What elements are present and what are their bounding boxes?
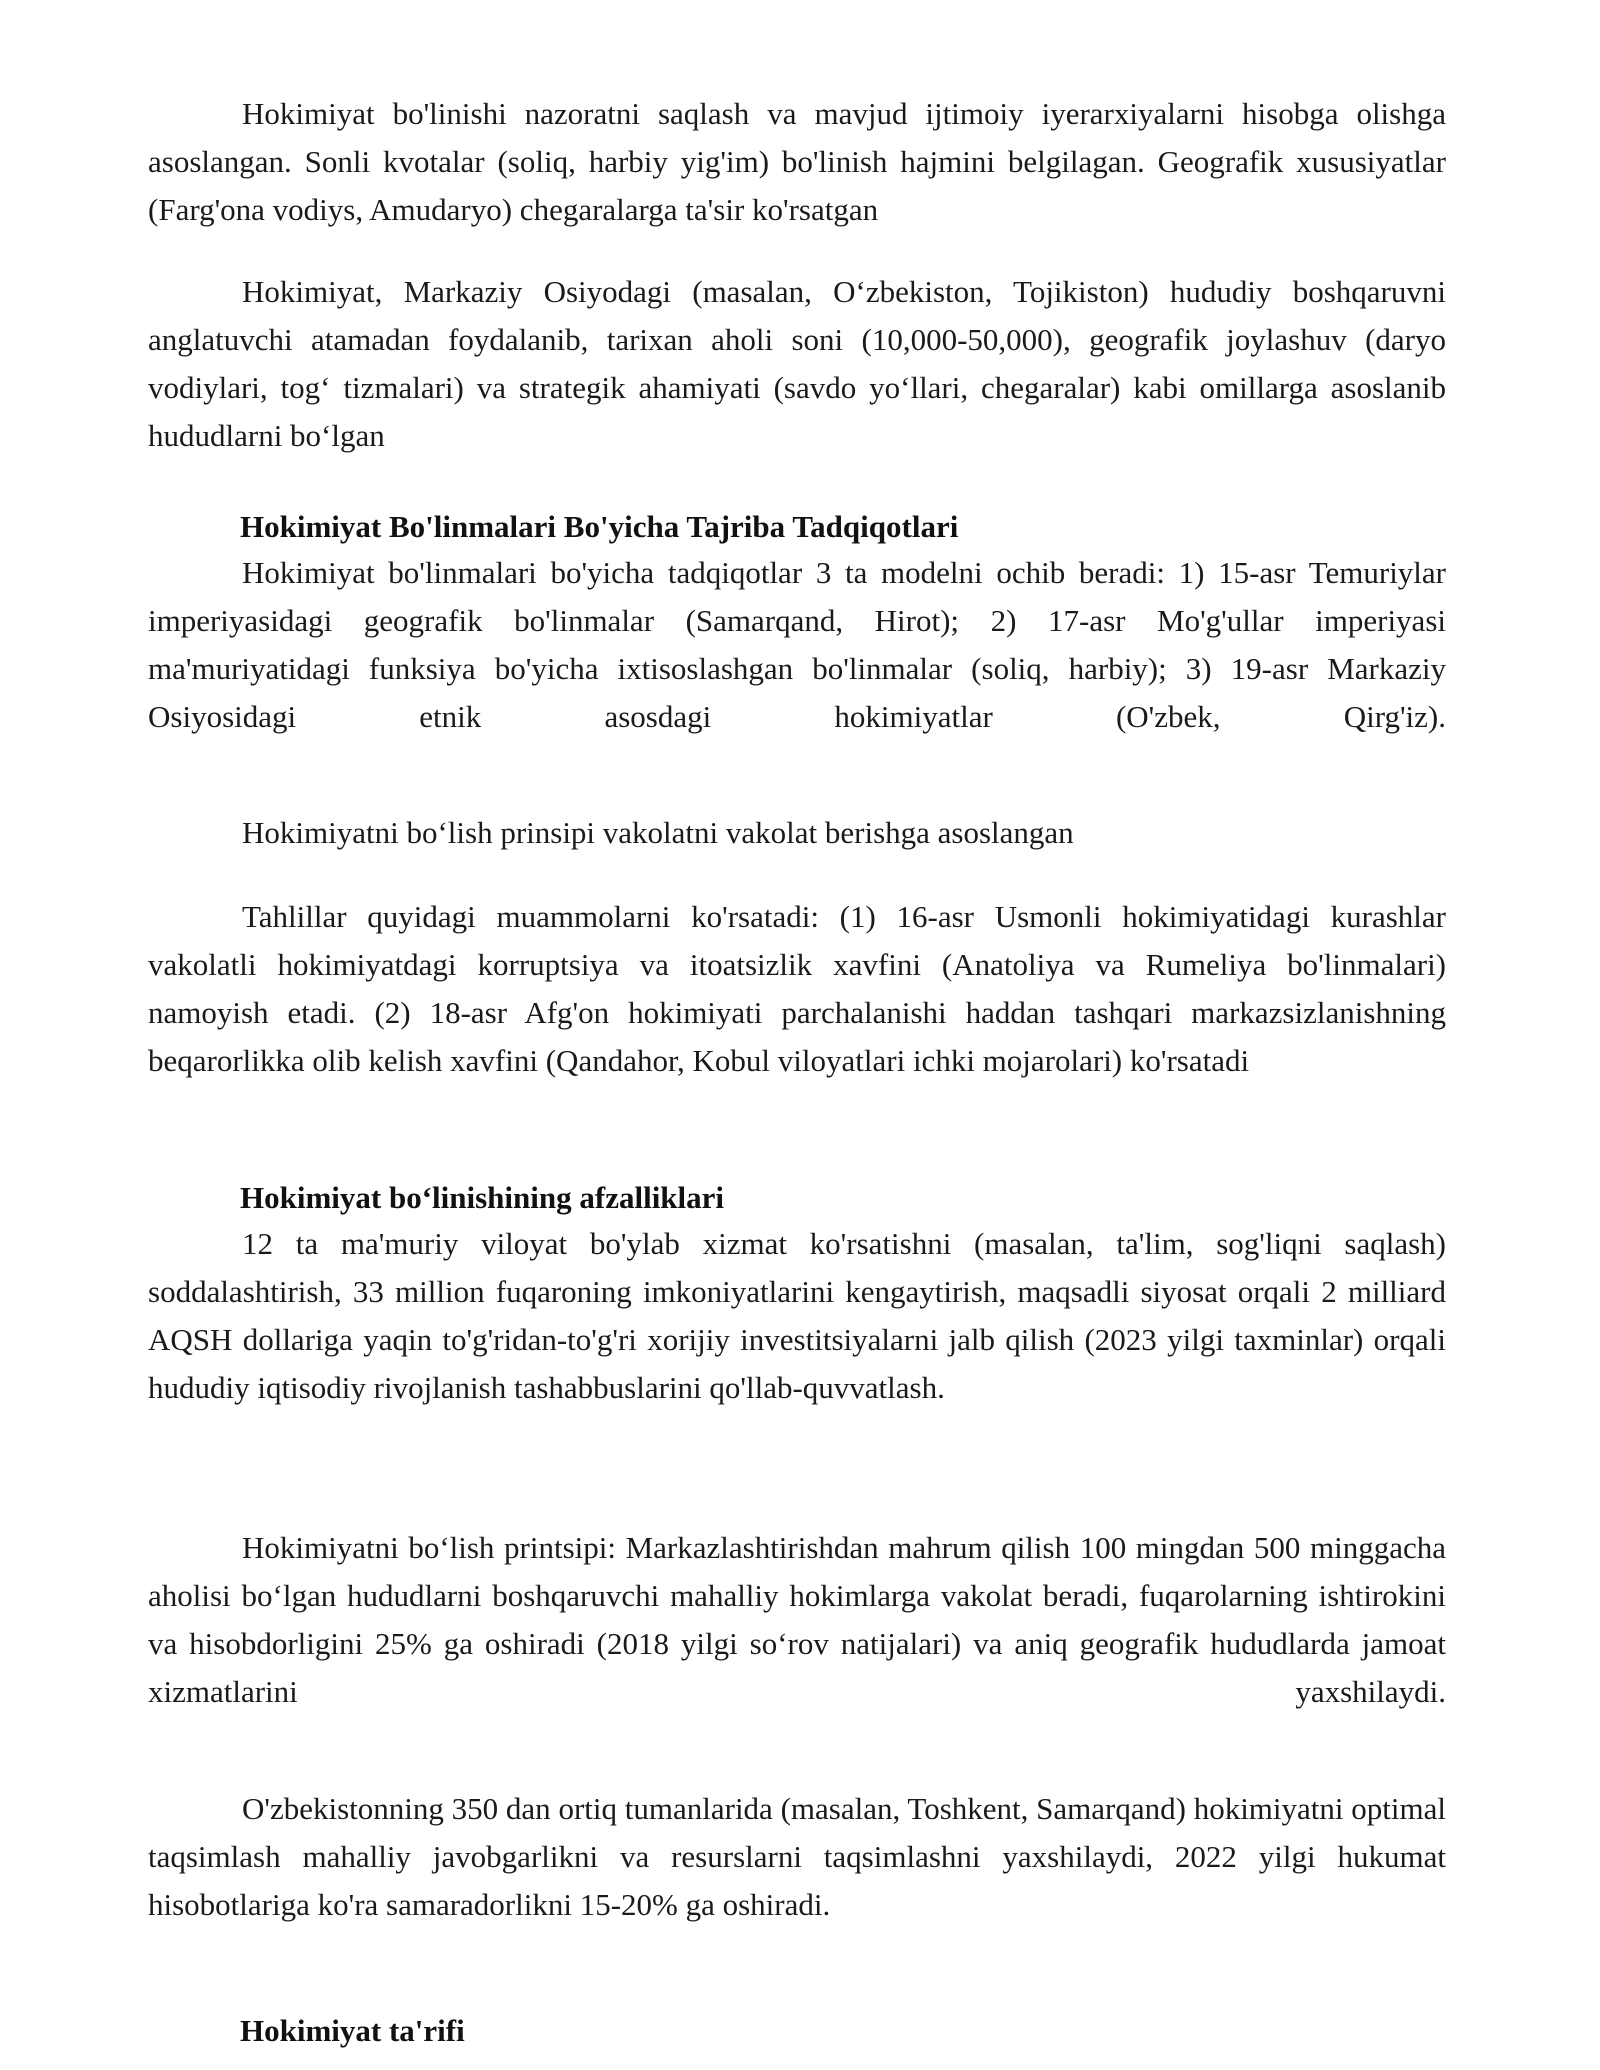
paragraph-5-container bbox=[148, 893, 1446, 1085]
paragraph: 12 ta ma'muriy viloyat bo'ylab xizmat ko'rsatishni (masalan, ta'lim, sog'liqni saqlash) soddalashtirish, 33 million fuqaroning imkoniyatlarini kengaytirish, maqsadli siyosat orqali 2 milliard AQSH dollariga yaqin to'g'ridan-to'g'ri xorijiy investitsiyalarni jalb qilish (2023 yilgi taxminlar) orqali hududiy iqtisodiy rivojlanish tashabbuslarini qo'llab-quvvatlash. bbox=[148, 1226, 1446, 1405]
paragraph-2-container bbox=[148, 268, 1446, 460]
paragraph-4-container bbox=[148, 809, 1446, 857]
paragraph-6-container bbox=[148, 1220, 1446, 1412]
section-heading-container bbox=[148, 1174, 1446, 1222]
paragraph: Hokimiyat bo'linmalari bo'yicha tadqiqotlar 3 ta modelni ochib beradi: 1) 15-asr Temuriylar imperiyasidagi geografik bo'linmalar (Samarqand, Hirot); 2) 17-asr Mo'g'ullar imperiyasi ma'muriyatidagi funksiya bo'yicha ixtisoslashgan bo'linmalar (soliq, harbiy); 3) 19-asr Markaziy Osiyosidagi etnik asosdagi hokimiyatlar (O'zbek, Qirg'iz). bbox=[148, 555, 1446, 734]
paragraph: O'zbekistonning 350 dan ortiq tumanlarida (masalan, Toshkent, Samarqand) hokimiyatni optimal taqsimlash mahalliy javobgarlikni va resurslarni taqsimlashni yaxshilaydi, 2022 yilgi hukumat hisobotlariga ko'ra samaradorlikni 15-20% ga oshiradi. bbox=[148, 1791, 1446, 1922]
paragraph-8-container bbox=[148, 1785, 1446, 1929]
paragraph: Hokimiyatni bo‘lish printsipi: Markazlashtirishdan mahrum qilish 100 mingdan 500 minggacha aholisi bo‘lgan hududlarni boshqaruvchi mahalliy hokimlarga vakolat beradi, fuqarolarning ishtirokini va hisobdorligini 25% ga oshiradi (2018 yilgi so‘rov natijalari) va aniq geografik hududlarda jamoat xizmatlarini yaxshilaydi. bbox=[148, 1530, 1446, 1709]
section-heading-container bbox=[148, 2007, 1446, 2055]
paragraph: Tahlillar quyidagi muammolarni ko'rsatadi: (1) 16-asr Usmonli hokimiyatidagi kurashlar vakolatli hokimiyatdagi korruptsiya va itoatsizlik xavfini (Anatoliya va Rumeliya bo'linmalari) namoyish etadi. (2) 18-asr Afg'on hokimiyati parchalanishi haddan tashqari markazsizlanishning beqarorlikka olib kelish xavfini (Qandahor, Kobul viloyatlari ichki mojarolari) ko'rsatadi bbox=[148, 899, 1446, 1078]
paragraph-7-container bbox=[148, 1524, 1446, 1716]
section-heading: Hokimiyat bo‘linishining afzalliklari bbox=[240, 1180, 725, 1215]
section-heading-container bbox=[148, 503, 1446, 551]
paragraph-1-container bbox=[148, 90, 1446, 234]
paragraph: Hokimiyat, Markaziy Osiyodagi (masalan, O‘zbekiston, Tojikiston) hududiy boshqaruvni anglatuvchi atamadan foydalanib, tarixan aholi soni (10,000-50,000), geografik joylashuv (daryo vodiylari, tog‘ tizmalari) va strategik ahamiyati (savdo yo‘llari, chegaralar) kabi omillarga asoslanib hududlarni bo‘lgan bbox=[148, 274, 1446, 453]
paragraph-3-container bbox=[148, 549, 1446, 741]
paragraph: Hokimiyat bo'linishi nazoratni saqlash va mavjud ijtimoiy iyerarxiyalarni hisobga olishga asoslangan. Sonli kvotalar (soliq, harbiy yig'im) bo'linish hajmini belgilagan. Geografik xususiyatlar (Farg'ona vodiys, Amudaryo) chegaralarga ta'sir ko'rsatgan bbox=[148, 96, 1446, 227]
section-heading: Hokimiyat ta'rifi bbox=[240, 2013, 465, 2048]
paragraph: Hokimiyatni bo‘lish prinsipi vakolatni vakolat berishga asoslangan bbox=[242, 815, 1074, 850]
section-heading: Hokimiyat Bo'linmalari Bo'yicha Tajriba Tadqiqotlari bbox=[240, 509, 959, 544]
